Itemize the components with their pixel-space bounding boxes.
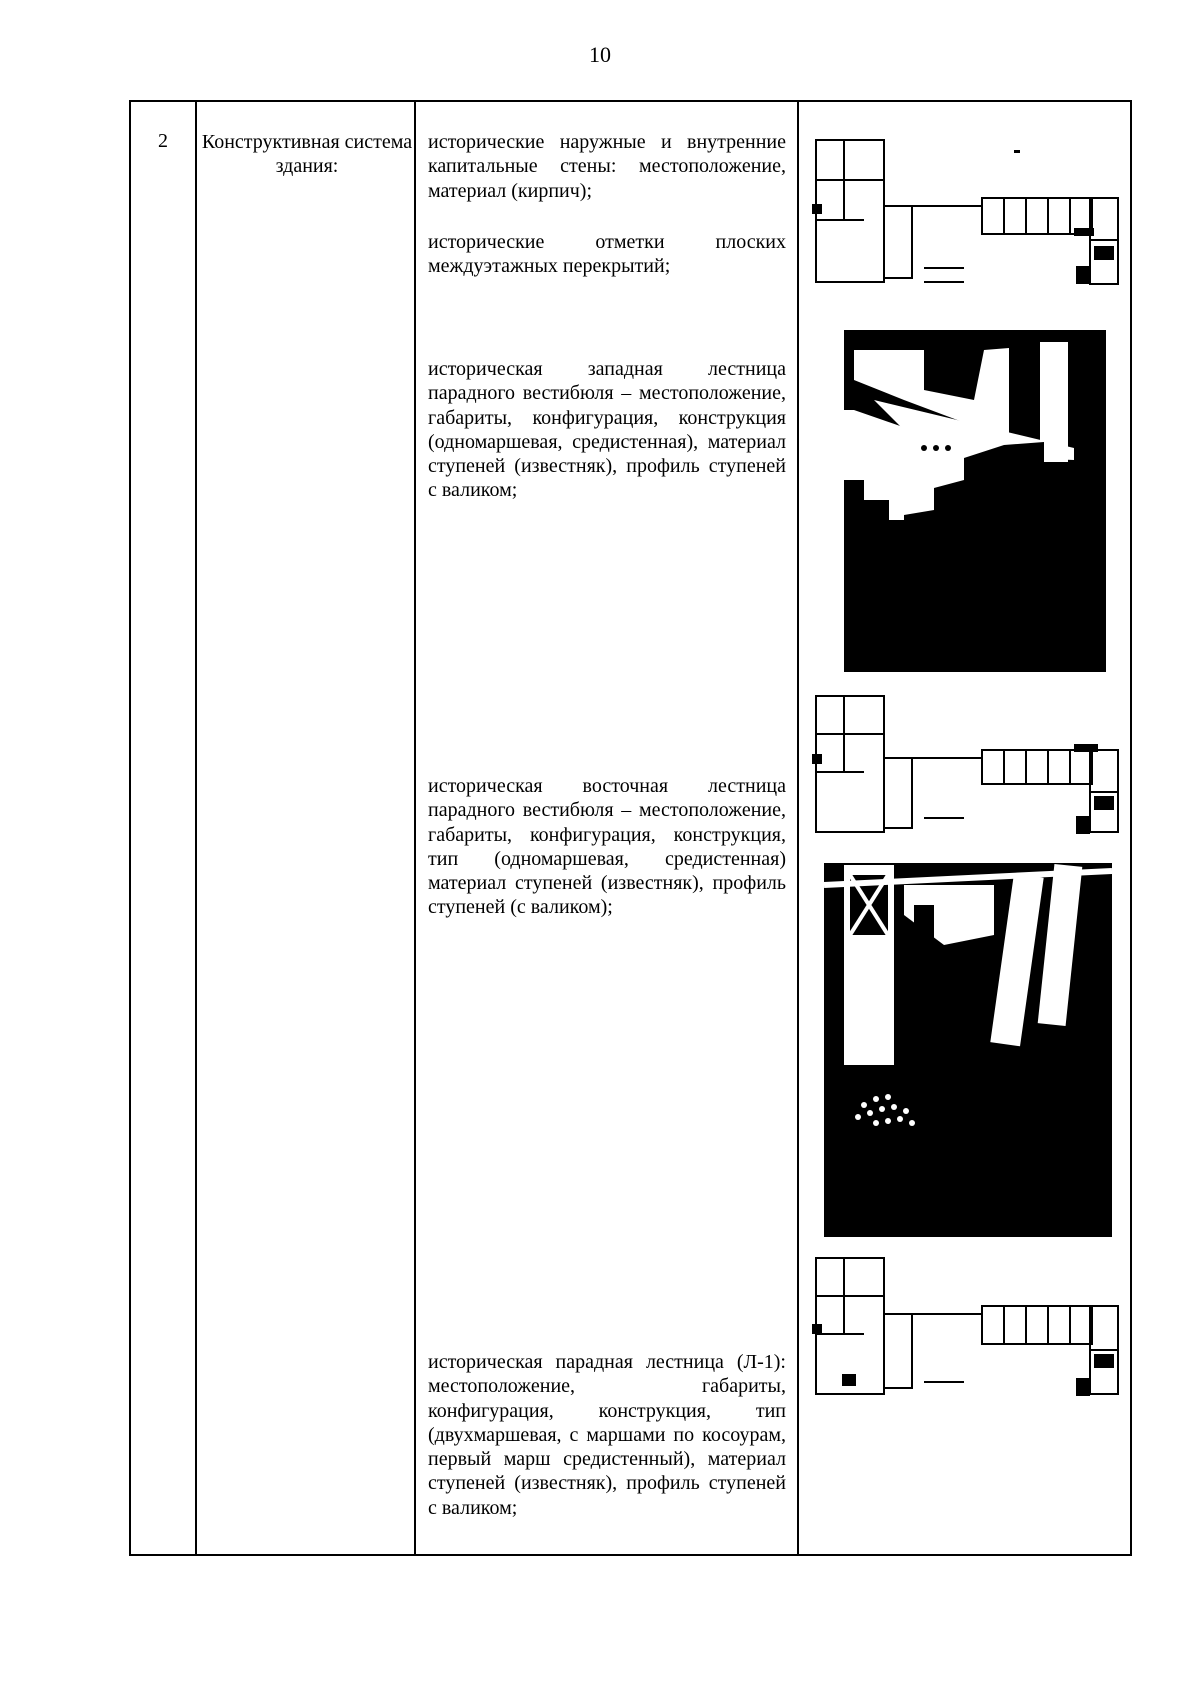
floor-plan-image: [804, 1254, 1122, 1404]
floor-plan-image: [804, 136, 1122, 294]
attributes-table: [129, 100, 1132, 1556]
column-divider: [195, 102, 197, 1554]
column-divider: [414, 102, 416, 1554]
west-staircase-photo: [844, 330, 1106, 672]
item-east-staircase: историческая восточная лестница парадного вестибюля – местоположение, габариты, конфигурация, конструкция, тип (одномаршевая, средистенная) материал ступеней (известняк), профиль ступеней (с валиком);: [428, 775, 786, 919]
item-west-staircase: историческая западная лестница парадного вестибюля – местоположение, габариты, конфигурация, конструкция (одномаршевая, средистенная), материал ступеней (известняк), профиль ступеней с валиком;: [428, 358, 786, 502]
row-number: 2: [158, 130, 168, 152]
floor-plan-image: [804, 692, 1122, 842]
page-number: 10: [589, 42, 611, 67]
item-main-staircase: историческая парадная лестница (Л-1): местоположение, габариты, конфигурация, конструкция, тип (двухмаршевая, с маршами по косоурам, первый марш средистенный), материал ступеней (известняк), профиль ступеней с валиком;: [428, 1351, 786, 1519]
east-staircase-photo: [824, 855, 1112, 1237]
row-name: Конструктивная система здания:: [201, 131, 413, 177]
item-floor-levels: исторические отметки плоских междуэтажных перекрытий;: [428, 231, 786, 278]
column-divider: [797, 102, 799, 1554]
item-walls: исторические наружные и внутренние капитальные стены: местоположение, материал (кирпич);: [428, 131, 786, 202]
